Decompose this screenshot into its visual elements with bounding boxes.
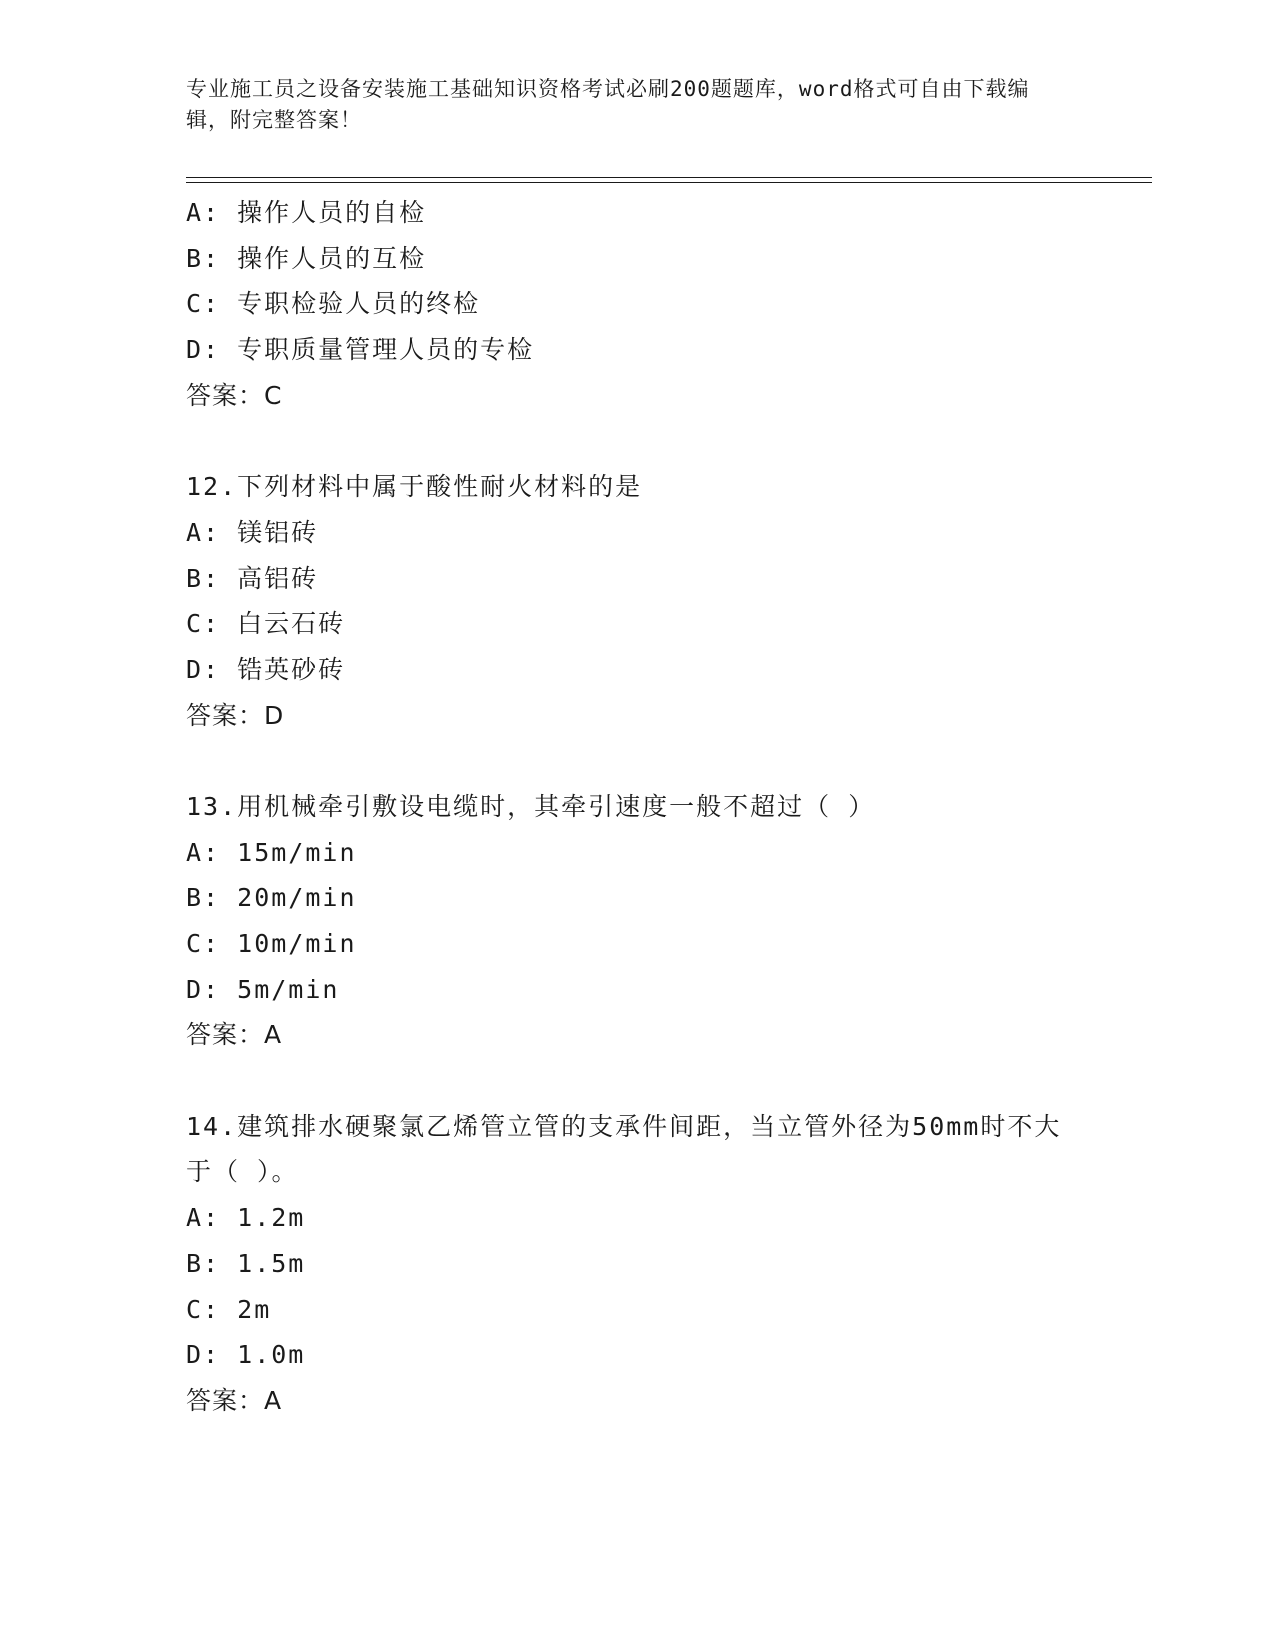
- answer: 答案：C: [186, 380, 283, 410]
- spacer: [186, 738, 1152, 784]
- answer: 答案：A: [186, 1385, 283, 1415]
- spacer: [186, 418, 1152, 464]
- header-rule-bottom: [186, 182, 1152, 183]
- option-c: C: 专职检验人员的终检: [186, 289, 481, 319]
- question-11: [186, 190, 1152, 418]
- question-list: [186, 190, 1152, 1424]
- option-c: C: 2m: [186, 1294, 272, 1324]
- option-d: D: 5m/min: [186, 974, 340, 1004]
- header-rule-top: [186, 177, 1152, 178]
- question-13: [186, 784, 1152, 1058]
- option-c: C: 10m/min: [186, 929, 357, 958]
- option-d: D: 1.0m: [186, 1340, 306, 1370]
- question-text: 14.建筑排水硬聚氯乙烯管立管的支承件间距，当立管外径为50mm时不大于（ ）。: [186, 1111, 1062, 1187]
- option-a: A: 镁铝砖: [186, 517, 319, 547]
- option-d: D: 专职质量管理人员的专检: [186, 335, 535, 365]
- option-a: A: 15m/min: [186, 837, 357, 867]
- answer: 答案：D: [186, 700, 285, 730]
- question-14: [186, 1104, 1152, 1424]
- option-b: B: 1.5m: [186, 1248, 306, 1278]
- option-b: B: 操作人员的互检: [186, 243, 427, 273]
- question-text: 12.下列材料中属于酸性耐火材料的是: [186, 472, 643, 502]
- option-d: D: 锆英砂砖: [186, 654, 346, 684]
- option-a: A: 1.2m: [186, 1203, 306, 1233]
- question-text: 13.用机械牵引敷设电缆时，其牵引速度一般不超过（ ）: [186, 791, 876, 821]
- answer: 答案：A: [186, 1020, 283, 1050]
- option-c: C: 白云石砖: [186, 609, 346, 639]
- question-12: [186, 464, 1152, 738]
- option-b: B: 高铝砖: [186, 563, 319, 593]
- option-b: B: 20m/min: [186, 883, 357, 913]
- spacer: [186, 1058, 1152, 1104]
- document-header: 专业施工员之设备安装施工基础知识资格考试必刷200题题库，word格式可自由下载编辑，附完整答案！: [186, 77, 1030, 132]
- option-a: A: 操作人员的自检: [186, 198, 427, 227]
